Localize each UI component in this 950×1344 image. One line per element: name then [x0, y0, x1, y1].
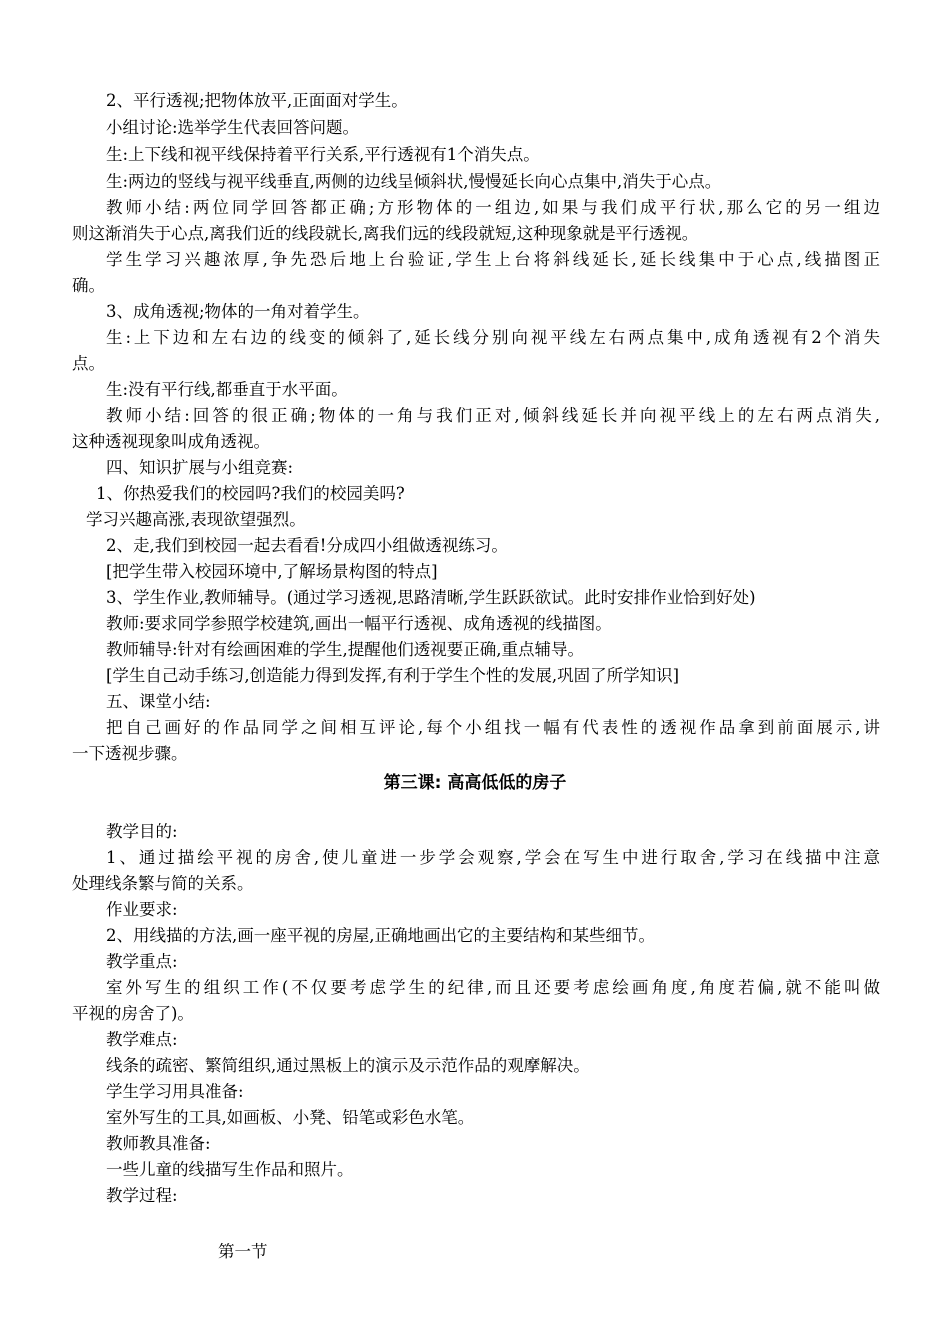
- section-heading: 五、课堂小结:: [106, 692, 211, 711]
- text-line: 教学过程:: [106, 1186, 178, 1205]
- text-line: 室外写生的工具,如画板、小凳、铅笔或彩色水笔。: [106, 1108, 475, 1127]
- text-line: 教师小结:回答的很正确;物体的一角与我们正对,倾斜线延长并向视平线上的左右两点消失,: [106, 406, 880, 425]
- text-line: 生:上下边和左右边的线变的倾斜了,延长线分别向视平线左右两点集中,成角透视有2个消失: [106, 328, 880, 347]
- text-line: 教师教具准备:: [106, 1134, 211, 1153]
- text-line: 点。: [72, 354, 105, 373]
- text-line: 教师:要求同学参照学校建筑,画出一幅平行透视、成角透视的线描图。: [106, 614, 612, 633]
- text-line: 2、用线描的方法,画一座平视的房屋,正确地画出它的主要结构和某些细节。: [106, 926, 655, 945]
- text-line: 则这渐消失于心点,离我们近的线段就长,离我们远的线段就短,这种现象就是平行透视。: [72, 224, 699, 243]
- text-line: 线条的疏密、繁简组织,通过黑板上的演示及示范作品的观摩解决。: [106, 1056, 590, 1075]
- text-line: 教学难点:: [106, 1030, 178, 1049]
- text-line: 学生学习兴趣浓厚,争先恐后地上台验证,学生上台将斜线延长,延长线集中于心点,线描图正: [106, 250, 880, 269]
- text-line: 3、学生作业,教师辅导。(通过学习透视,思路清晰,学生跃跃欲试。此时安排作业恰到好处): [106, 588, 756, 607]
- text-line: 生:上下线和视平线保持着平行关系,平行透视有1个消失点。: [106, 145, 540, 164]
- text-line: 生:两边的竖线与视平线垂直,两侧的边线呈倾斜状,慢慢延长向心点集中,消失于心点。: [106, 172, 722, 191]
- text-line: [把学生带入校园环境中,了解场景构图的特点]: [106, 562, 438, 581]
- text-line: 第一节: [218, 1242, 268, 1261]
- text-line: 这种透视现象叫成角透视。: [72, 432, 270, 451]
- text-line: 教学重点:: [106, 952, 178, 971]
- text-line: 室外写生的组织工作(不仅要考虑学生的纪律,而且还要考虑绘画角度,角度若偏,就不能叫做: [106, 978, 880, 997]
- text-line: 一下透视步骤。: [72, 744, 188, 763]
- text-line: [学生自己动手练习,创造能力得到发挥,有利于学生个性的发展,巩固了所学知识]: [106, 666, 680, 685]
- text-line: 生:没有平行线,都垂直于水平面。: [106, 380, 348, 399]
- text-line: 1、你热爱我们的校园吗?我们的校园美吗?: [96, 484, 405, 503]
- text-line: 2、走,我们到校园一起去看看!分成四小组做透视练习。: [106, 536, 508, 555]
- text-line: 教学目的:: [106, 822, 178, 841]
- text-line: 把自己画好的作品同学之间相互评论,每个小组找一幅有代表性的透视作品拿到前面展示,讲: [106, 718, 880, 737]
- text-line: 作业要求:: [106, 900, 178, 919]
- text-line: 学生学习用具准备:: [106, 1082, 244, 1101]
- lesson-title: 第三课: 高高低低的房子: [383, 773, 567, 793]
- text-line: 确。: [72, 276, 105, 295]
- text-line: 教师辅导:针对有绘画困难的学生,提醒他们透视要正确,重点辅导。: [106, 640, 585, 659]
- text-line: 学习兴趣高涨,表现欲望强烈。: [86, 510, 306, 529]
- text-line: 3、成角透视;物体的一角对着学生。: [106, 302, 370, 321]
- text-line: 处理线条繁与简的关系。: [72, 874, 254, 893]
- section-heading: 四、知识扩展与小组竞赛:: [106, 458, 294, 477]
- text-line: 小组讨论:选举学生代表回答问题。: [106, 118, 360, 137]
- text-line: 教师小结:两位同学回答都正确;方形物体的一组边,如果与我们成平行状,那么它的另一组边: [106, 198, 880, 217]
- text-line: 2、平行透视;把物体放平,正面面对学生。: [106, 91, 408, 110]
- text-line: 一些儿童的线描写生作品和照片。: [106, 1160, 354, 1179]
- text-line: 1、通过描绘平视的房舍,使儿童进一步学会观察,学会在写生中进行取舍,学习在线描中注意: [106, 848, 880, 867]
- text-line: 平视的房舍了)。: [72, 1004, 194, 1023]
